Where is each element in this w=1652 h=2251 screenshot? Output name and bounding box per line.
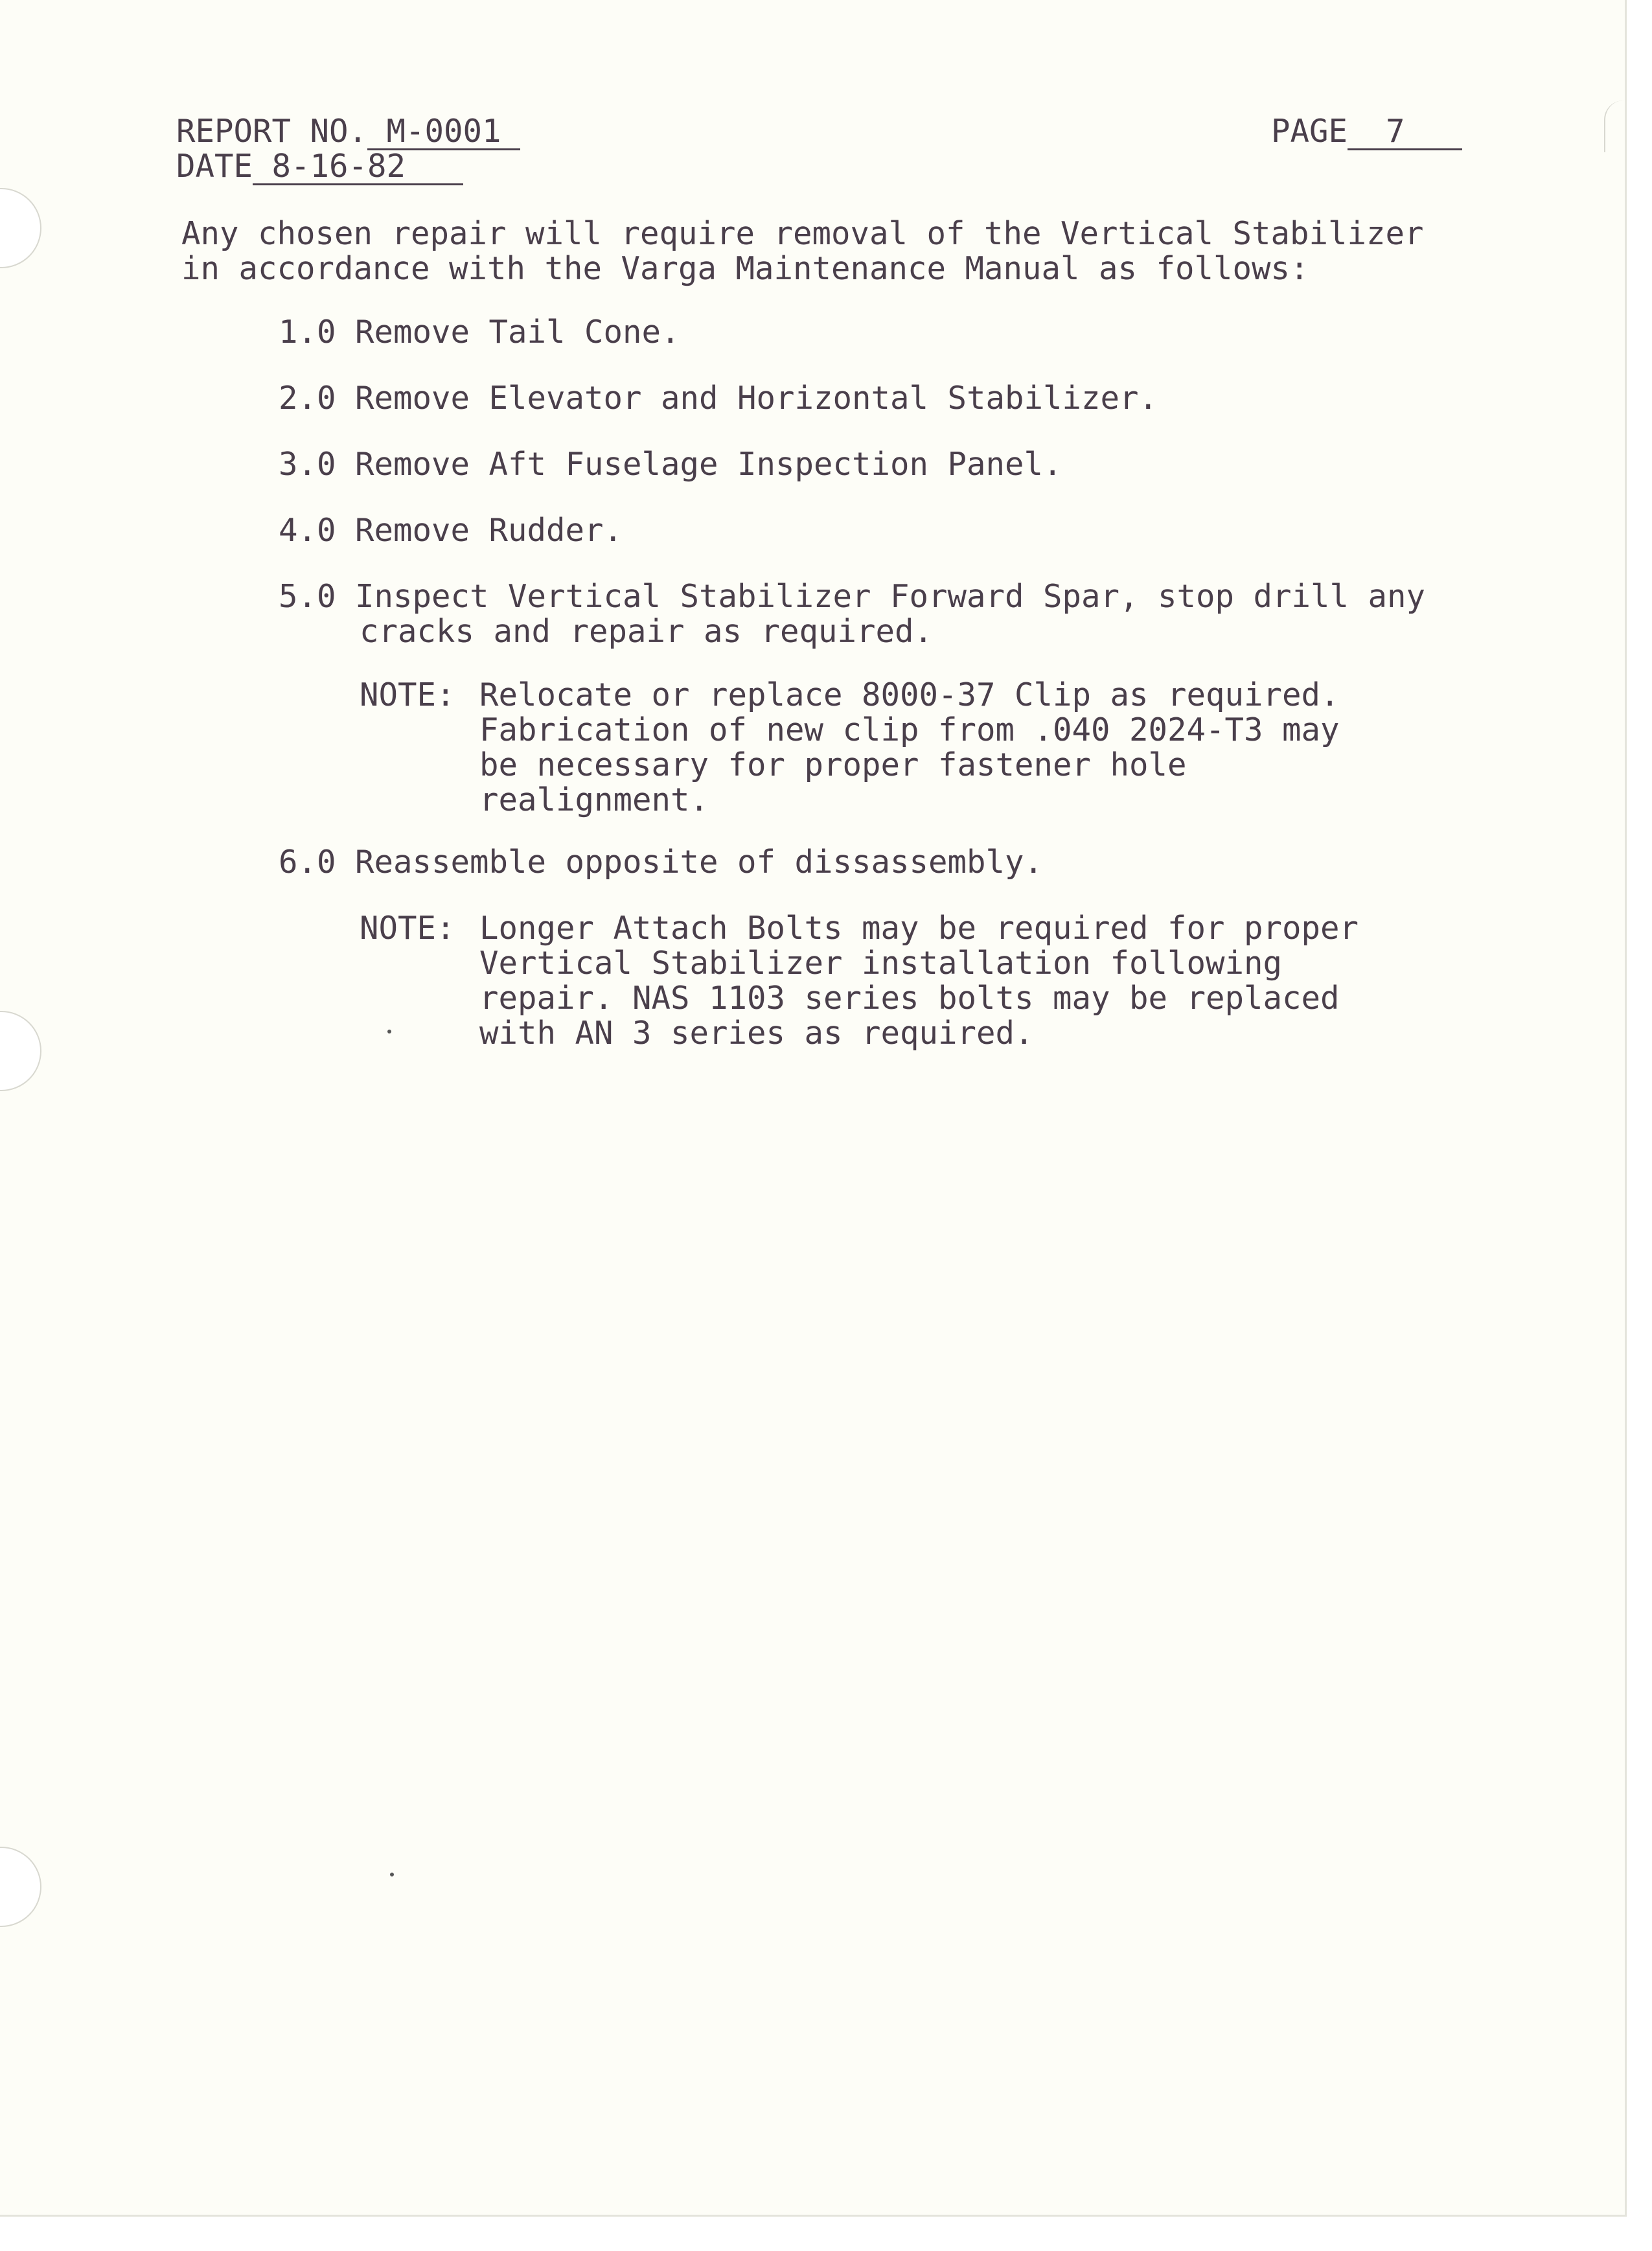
step-number: 5.0 <box>279 578 336 615</box>
punch-hole-middle <box>0 1011 41 1091</box>
date-value: 8-16-82 <box>253 148 463 185</box>
note-1-line-1: Relocate or replace 8000-37 Clip as required. <box>479 676 1340 713</box>
step-text: Remove Aft Fuselage Inspection Panel. <box>355 446 1062 483</box>
step-5 <box>279 578 1426 615</box>
step-2 <box>279 380 1158 417</box>
date-line <box>176 150 463 185</box>
step-number: 4.0 <box>279 512 336 549</box>
note-2-line-3: repair. NAS 1103 series bolts may be replaced <box>479 980 1340 1017</box>
note-2-label: NOTE: <box>360 910 455 947</box>
step-text: Remove Elevator and Horizontal Stabilizer. <box>355 380 1158 417</box>
report-number-line <box>176 115 520 150</box>
report-number: M-0001 <box>367 113 521 150</box>
punch-hole-bottom <box>0 1847 41 1927</box>
ink-speck <box>390 1873 394 1876</box>
step-number: 1.0 <box>279 314 336 351</box>
step-5-continuation: cracks and repair as required. <box>360 613 934 650</box>
step-text: Inspect Vertical Stabilizer Forward Spar, stop drill any <box>355 578 1426 615</box>
step-6 <box>279 844 1044 881</box>
note-2-line-2: Vertical Stabilizer installation following <box>479 945 1283 982</box>
ink-speck <box>387 1030 391 1033</box>
note-2-line-4: with AN 3 series as required. <box>479 1015 1034 1052</box>
step-1 <box>279 314 680 351</box>
step-text: Remove Rudder. <box>355 512 623 549</box>
step-number: 2.0 <box>279 380 336 417</box>
punch-hole-top <box>0 188 41 268</box>
step-text: Reassemble opposite of dissassembly. <box>355 844 1044 881</box>
intro-line-1: Any chosen repair will require removal of the Vertical Stabilizer <box>181 215 1424 252</box>
report-label: REPORT NO. <box>176 113 368 150</box>
step-number: 3.0 <box>279 446 336 483</box>
step-3 <box>279 446 1062 483</box>
intro-line-2: in accordance with the Varga Maintenance Manual as follows: <box>181 250 1309 287</box>
step-4 <box>279 512 623 549</box>
note-2-line-1: Longer Attach Bolts may be required for proper <box>479 910 1359 947</box>
note-1-line-3: be necessary for proper fastener hole <box>479 746 1187 783</box>
step-number: 6.0 <box>279 844 336 881</box>
note-1-label: NOTE: <box>360 676 455 713</box>
page-number: 7 <box>1348 113 1463 150</box>
page-edge-curl <box>1604 100 1625 152</box>
page-label: PAGE <box>1271 113 1348 150</box>
note-1-line-4: realignment. <box>479 781 709 818</box>
step-text: Remove Tail Cone. <box>355 314 680 351</box>
page-number-line <box>1271 115 1462 150</box>
date-label: DATE <box>176 148 253 185</box>
note-1-line-2: Fabrication of new clip from .040 2024-T3 may <box>479 711 1340 748</box>
